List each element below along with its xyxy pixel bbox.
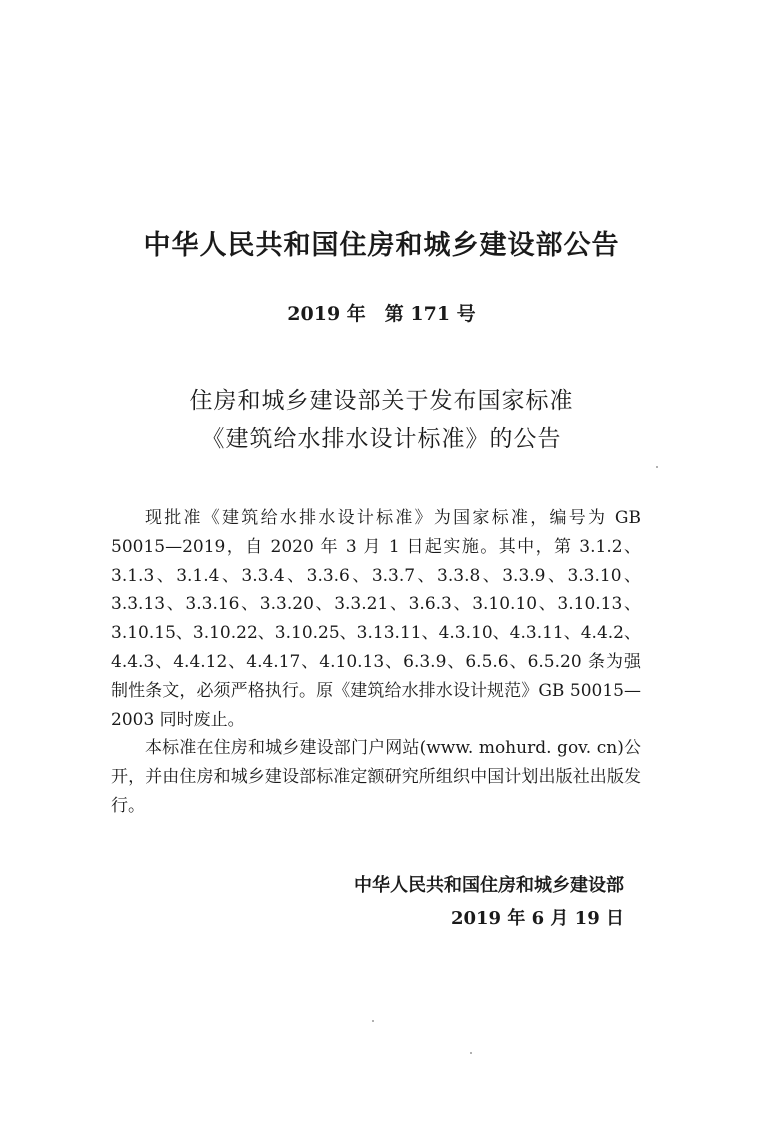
body-paragraph-publication: 本标准在住房和城乡建设部门户网站(www. mohurd. gov. cn)公开，并由住房和城乡建设部标准定额研究所组织中国计划出版社出版发行。 bbox=[111, 738, 641, 816]
subtitle-line-2: 《建筑给水排水设计标准》的公告 bbox=[201, 426, 562, 452]
issuing-authority: 中华人民共和国住房和城乡建设部 bbox=[354, 875, 624, 896]
announcement-subtitle bbox=[0, 382, 763, 458]
body-paragraph-approval: 现批准《建筑给水排水设计标准》为国家标准，编号为 GB 50015—2019，自 2020 年 3 月 1 日起实施。其中，第 3.1.2、3.1.3、3.1.4、3.3.4、3.3.6、3.3.7、3.3.8、3.3.9、3.3.10、3.3.13、3.3.16、3.3.20、3.3.21、3.6.3、3.10.10、3.10.13、3.10.15、3.10.22、3.10.25、3.13.11、4.3.10、4.3.11、4.4.2、4.4.3、4.4.12、4.4.17、4.10.13、6.3.9、6.5.6、6.5.20 条为强制性条文，必须严格执行。原《建筑给水排水设计规范》GB 50015—2003 同时废止。 bbox=[111, 508, 641, 730]
issue-number: 2019 年 第 171 号 bbox=[287, 303, 476, 325]
scan-speck bbox=[656, 466, 658, 468]
scan-speck bbox=[470, 1052, 472, 1054]
announcement-body bbox=[111, 504, 641, 821]
scan-speck bbox=[372, 1020, 374, 1022]
subtitle-line-1: 住房和城乡建设部关于发布国家标准 bbox=[189, 388, 574, 414]
issue-date: 2019 年 6 月 19 日 bbox=[450, 908, 624, 929]
announcement-title: 中华人民共和国住房和城乡建设部公告 bbox=[143, 230, 620, 261]
